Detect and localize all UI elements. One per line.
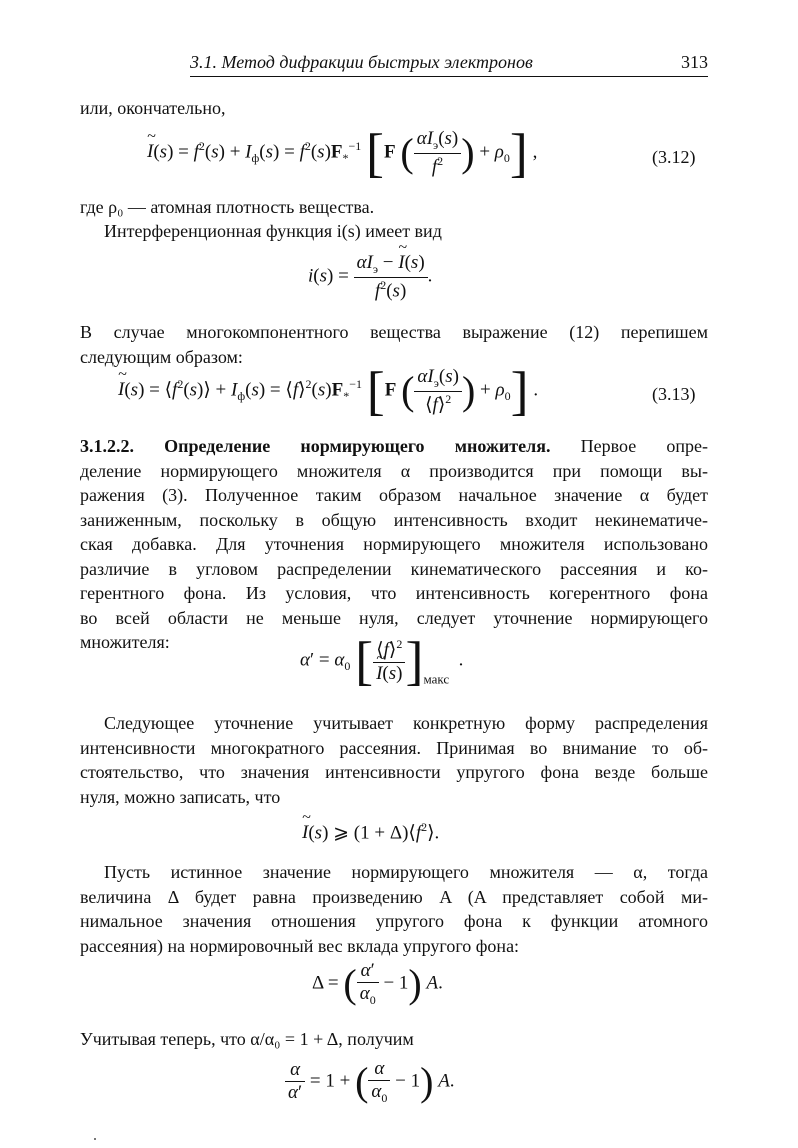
paragraph-3: Интерференционная функция i(s) имеет вид (104, 221, 442, 241)
paragraph-5-line: множителя: (80, 632, 170, 652)
alpha-prime-formula: $\alpha' = \alpha_0$ [ ⟨f⟩$^2$ ~ I(s) ]$_{макс}$ . (300, 634, 463, 688)
paragraph-4-line: В случае многокомпонентного вещества выражение (12) перепишем (80, 322, 708, 342)
page-number: 313 (681, 52, 708, 72)
paragraph-1: или, окончательно, (80, 98, 226, 118)
delta-formula: Δ = ( $\frac{\alpha'}{\alpha_0}$ − 1) A. (312, 960, 443, 1007)
equation-3-12: ~ $I(s) = f^2(s) + I_ф(s) = f^2(s)F_*^{-1}$ [F ( $\frac{\alpha I_э(s)}{f^2}$ ) + $\rho_0$] , (147, 126, 537, 180)
paragraph-5-line: во всей области не меньше нуля, следует уточнение нормирующего (80, 607, 708, 628)
paragraph-6-line: стоятельство, что значения интенсивности упругого фона везде больше (80, 762, 708, 782)
equation-number-3-13: (3.13) (652, 384, 696, 404)
paragraph-6 (80, 711, 708, 809)
inequality-formula: ~ I(s) ⩾ $(1 + \Delta)⟨f^2⟩$. (302, 820, 439, 844)
paragraph-5-line: заниженным, поскольку в общую интенсивность входит некинематиче- (80, 509, 708, 530)
paragraph-5-line: герентного фона. Из условия, что интенсивность когерентного фона (80, 583, 708, 603)
paragraph-7-line: величина Δ будет равна произведению A (A представляет собой ми- (80, 886, 708, 907)
paragraph-5-line: различие в угловом распределении кинематического рассеяния и ко- (80, 558, 708, 579)
paragraph-4-line: следующим образом: (80, 346, 243, 367)
paragraph-7-line: нимальное значения отношения упругого фона к функции атомного (80, 911, 708, 931)
paragraph-6-line: нуля, можно записать, что (80, 786, 281, 807)
paragraph-5 (80, 434, 708, 655)
paragraph-5-line: ская добавка. Для уточнения нормирующего множителя использовано (80, 534, 708, 554)
paragraph-7-line: рассеяния) на нормировочный вес вклада упругого фона: (80, 935, 520, 956)
paragraph-7-line: Пусть истинное значение нормирующего множителя — α, тогда (104, 862, 708, 882)
paragraph-7 (80, 860, 708, 958)
equation-3-13: ~ $I(s) = ⟨f^2(s)⟩ + I_ф(s)$ = $⟨f⟩^2(s)F_*^{-1}$ [F ( $\frac{\alpha I_э(s)}{⟨f⟩^2}$ ) + $\rho_0$] . (118, 364, 538, 418)
paragraph-5-line: Первое опре- (550, 436, 708, 456)
paragraph-6-line: Следующее уточнение учитывает конкретную форму распределения (104, 713, 708, 733)
final-formula: $\frac{\alpha}{\alpha'}$ = 1 + ( $\frac{\alpha}{\alpha_0}$ − 1) A. (285, 1058, 455, 1106)
scan-dot (94, 1138, 96, 1140)
running-header (190, 52, 708, 77)
paragraph-4 (80, 320, 708, 369)
interference-function-formula: i(s) = $\frac{\alpha I_э - \sim I(s)}{f^2(s)}$ . (308, 252, 432, 302)
section-title: 3.1.2.2. Определение нормирующего множителя. (80, 436, 551, 456)
paragraph-2: где ρ₀ — атомная плотность вещества. (80, 197, 375, 217)
equation-number-3-12: (3.12) (652, 147, 696, 167)
paragraph-8: Учитывая теперь, что α/α₀ = 1 + Δ, получим (80, 1029, 414, 1049)
paragraph-5-line: деление нормирующего множителя α производится при помощи вы- (80, 460, 708, 481)
max-subscript: макс (423, 671, 450, 687)
header-title: 3.1. Метод дифракции быстрых электронов (190, 52, 533, 72)
paragraph-5-line: ражения (3). Полученное таким образом начальное значение α будет (80, 485, 708, 505)
paragraph-6-line: интенсивности многократного рассеяния. Принимая во внимание то об- (80, 737, 708, 758)
